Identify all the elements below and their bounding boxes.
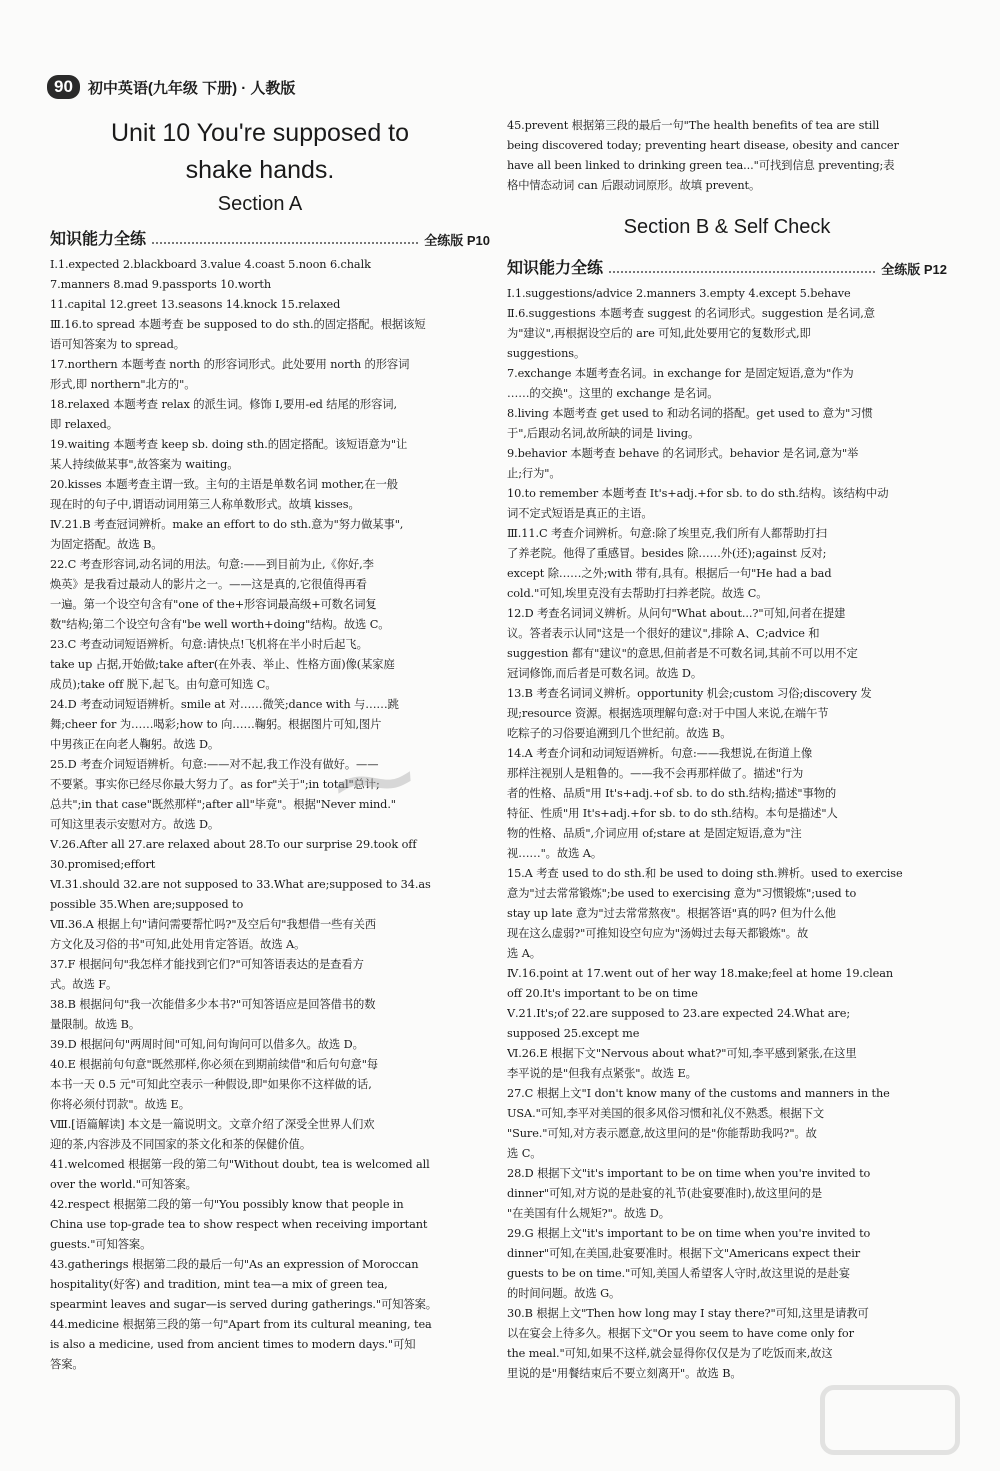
answer-line: 形式,即 northern"北方的"。: [50, 378, 196, 391]
answer-line: 40.E 根据前句句意"既然那样,你必须在到期前续借"和后句句意"每: [50, 1058, 379, 1071]
answer-line: 答案。: [50, 1358, 84, 1371]
heading-label: 知识能力全练: [50, 231, 147, 248]
answer-line: "Sure."可知,对方表示愿意,故这里问的是"你能帮助我吗?"。故: [507, 1127, 817, 1140]
answer-line: 成员);take off 脱下,起飞。由句意可知选 C。: [50, 678, 277, 691]
unit-title-line-1: Unit 10 You're supposed to: [110, 119, 410, 147]
answer-line: being discovered today; preventing heart disease, obesity and cancer: [507, 139, 899, 152]
answer-line: 11.capital 12.greet 13.seasons 14.knock 15.relaxed: [50, 298, 341, 311]
answer-line: 现;resource 资源。根据选项理解句意:对于中国人来说,在端午节: [507, 707, 829, 720]
page-header: [47, 74, 295, 100]
answer-line: 迎的茶,内容涉及不同国家的茶文化和茶的保健价值。: [50, 1138, 312, 1151]
answer-line: "在美国有什么规矩?"。故选 D。: [507, 1207, 670, 1220]
answer-line: 28.D 根据下文"it's important to be on time when you're invited to: [507, 1167, 871, 1180]
answer-line: 23.C 考查动词短语辨析。句意:请快点!飞机将在半小时后起飞。: [50, 638, 368, 651]
heading-page-ref: 全练版 P12: [881, 262, 947, 277]
answer-line: suggestion 都有"建议"的意思,但前者是不可数名词,其前不可以用不定: [507, 647, 858, 660]
answer-line: 以在宴会上待多久。根据下文"Or you seem to have come only for: [507, 1327, 854, 1340]
answer-line: 现在时的句子中,谓语动词用第三人称单数形式。故填 kisses。: [50, 498, 360, 511]
answer-line: China use top-grade tea to show respect when receiving important: [50, 1218, 428, 1231]
answer-line: off 20.It's important to be on time: [507, 987, 698, 1000]
answer-line: 冠词修饰,而后者是可数名词。故选 D。: [507, 667, 703, 680]
answer-line: Ⅵ.26.E 根据下文"Nervous about what?"可知,李平感到紧张,在这里: [507, 1047, 857, 1060]
answer-line: Ⅶ.36.A 根据上句"请问需要帮忙吗?"及空后句"我想借一些有关西: [50, 918, 376, 931]
answer-line: 特征、性质"用 It's+adj.+for sb. to do sth.结构。本句是描述"人: [507, 807, 838, 820]
section-b-heading: [507, 255, 947, 278]
answer-line: 25.D 考查介词短语辨析。句意:——对不起,我工作没有做好。——: [50, 758, 379, 771]
answer-line: 现在这么虚弱?"可推知设空句应为"汤姆过去每天都锻炼"。故: [507, 927, 809, 940]
answer-line: 43.gatherings 根据第二段的最后一句"As an expression of Moroccan: [50, 1258, 419, 1271]
answer-line: 38.B 根据问句"我一次能借多少本书?"可知答语应是回答借书的数: [50, 998, 376, 1011]
answer-line: supposed 25.except me: [507, 1027, 640, 1040]
answer-line: 22.C 考查形容词,动名词的用法。句意:——到目前为止,《你好,李: [50, 558, 374, 571]
answer-line: 可知这里表示安慰对方。故选 D。: [50, 818, 220, 831]
answer-line: dinner"可知,在美国,赴宴要准时。根据下文"Americans expect their: [507, 1247, 861, 1260]
answer-line: 30.B 根据上文"Then how long may I stay there?"可知,这里是请教可: [507, 1307, 869, 1320]
answer-line: USA."可知,李平对美国的很多风俗习惯和礼仪不熟悉。根据下文: [507, 1107, 825, 1120]
answer-line: Ⅱ.6.suggestions 本题考查 suggest 的名词形式。suggestion 是名词,意: [507, 307, 875, 320]
answer-line: 14.A 考查介词和动词短语辨析。句意:——我想说,在街道上像: [507, 747, 813, 760]
section-a-heading: [50, 226, 490, 249]
answer-line: 数"结构;第二个设空句含有"be well worth+doing"结构。故选 C。: [50, 618, 390, 631]
answer-line: except 除……之外;with 带有,具有。根据后一句"He had a bad: [507, 567, 832, 580]
dotted-leader: [152, 242, 418, 244]
answer-line: hospitality(好客) and tradition, mint tea—a mix of green tea,: [50, 1278, 388, 1291]
answer-line: 某人持续做某事",故答案为 waiting。: [50, 458, 239, 471]
answer-line: 你将必须付罚款"。故选 E。: [50, 1098, 190, 1111]
answer-line: 37.F 根据问句"我怎样才能找到它们?"可知答语表达的是查看方: [50, 958, 364, 971]
answer-line: the meal."可知,如果不这样,就会显得你仅仅是为了吃饭而来,故这: [507, 1347, 833, 1360]
answer-line: possible 35.When are;supposed to: [50, 898, 244, 911]
answer-line: 41.welcomed 根据第一段的第二句"Without doubt, tea is welcomed all: [50, 1158, 430, 1171]
answer-line: 为"建议",再根据设空后的 are 可知,此处要用它的复数形式,即: [507, 327, 811, 340]
page-number: 90: [47, 75, 80, 99]
answer-line: 视……"。故选 A。: [507, 847, 603, 860]
answer-line: 30.promised;effort: [50, 858, 156, 871]
answer-line: cold."可知,埃里克没有去帮助打扫养老院。故选 C。: [507, 587, 768, 600]
answer-line: 语可知答案为 to spread。: [50, 338, 185, 351]
right-answer-list: [507, 284, 947, 1384]
answer-line: Ⅰ.1.suggestions/advice 2.manners 3.empty 4.except 5.behave: [507, 287, 851, 300]
answer-line: 24.D 考查动词短语辨析。smile at 对……微笑;dance with 与……跳: [50, 698, 399, 711]
answer-line: 式。故选 F。: [50, 978, 118, 991]
section-a-title: Section A: [217, 193, 303, 215]
answer-line: 45.prevent 根据第三段的最后一句"The health benefits of tea are still: [507, 119, 880, 132]
answer-line: 13.B 考查名词词义辨析。opportunity 机会;custom 习俗;discovery 发: [507, 687, 872, 700]
answer-line: 为固定搭配。故选 B。: [50, 538, 163, 551]
unit-title-line-2: shake hands.: [185, 156, 335, 184]
answer-line: 议。答者表示认同"这是一个很好的建议",排除 A、C;advice 和: [507, 627, 820, 640]
answer-line: 舞;cheer for 为……喝彩;how to 向……鞠躬。根据图片可知,图片: [50, 718, 382, 731]
answer-line: 总共";in that case"既然那样";after all"毕竟"。根据"Never mind.": [50, 798, 396, 811]
heading-label: 知识能力全练: [507, 260, 604, 277]
answer-line: 20.kisses 本题考查主谓一致。主句的主语是单数名词 mother,在一般: [50, 478, 398, 491]
section-b-title: Section B & Self Check: [623, 216, 831, 238]
answer-line: 17.northern 本题考查 north 的形容词形式。此处要用 north 的形容词: [50, 358, 410, 371]
answer-line: 格中情态动词 can 后跟动词原形。故填 prevent。: [507, 179, 761, 192]
watermark-shape: ⁓: [331, 733, 416, 827]
answer-line: 选 C。: [507, 1147, 542, 1160]
right-top-answers: [507, 116, 947, 196]
answer-line: 44.medicine 根据第三段的第一句"Apart from its cultural meaning, tea: [50, 1318, 432, 1331]
answer-line: 的时间问题。故选 G。: [507, 1287, 621, 1300]
dotted-leader: [609, 271, 875, 273]
answer-line: over the world."可知答案。: [50, 1178, 197, 1191]
answer-line: 10.to remember 本题考查 It's+adj.+for sb. to do sth.结构。该结构中动: [507, 487, 889, 500]
answer-line: 焕英》是我看过最动人的影片之一。——这是真的,它很值得再看: [50, 578, 368, 591]
answer-line: spearmint leaves and sugar—is served during gatherings."可知答案。: [50, 1298, 437, 1311]
answer-line: 里说的是"用餐结束后不要立刻离开"。故选 B。: [507, 1367, 742, 1380]
left-answer-list: [50, 255, 490, 1375]
answer-line: 者的性格、品质"用 It's+adj.+of sb. to do sth.结构;描述"事物的: [507, 787, 837, 800]
answer-line: 于",后跟动名词,故所缺的词是 living。: [507, 427, 700, 440]
answer-line: Ⅷ.[语篇解读] 本文是一篇说明文。文章介绍了深受全世界人们欢: [50, 1118, 375, 1131]
answer-line: 选 A。: [507, 947, 541, 960]
watermark-stamp-icon: [820, 1385, 960, 1455]
answer-line: 不要紧。事实你已经尽你最大努力了。as for"关于";in total"总计;: [50, 778, 380, 791]
answer-line: 吃粽子的习俗要追溯到几个世纪前。故选 B。: [507, 727, 732, 740]
answer-line: guests to be on time."可知,美国人希望客人守时,故这里说的是赴宴: [507, 1267, 850, 1280]
answer-line: 物的性格、品质",介词应用 of;stare at 是固定短语,意为"注: [507, 827, 802, 840]
answer-line: 7.exchange 本题考查名词。in exchange for 是固定短语,意为"作为: [507, 367, 854, 380]
answer-line: 19.waiting 本题考查 keep sb. doing sth.的固定搭配。该短语意为"让: [50, 438, 408, 451]
answer-line: guests."可知答案。: [50, 1238, 152, 1251]
answer-line: 一遍。第一个设空句含有"one of the+形容词最高级+可数名词复: [50, 598, 377, 611]
answer-line: 42.respect 根据第二段的第一句"You possibly know that people in: [50, 1198, 404, 1211]
answer-line: 15.A 考查 used to do sth.和 be used to doing sth.辨析。used to exercise: [507, 867, 903, 880]
answer-line: 意为"过去常常锻炼";be used to exercising 意为"习惯锻炼";used to: [507, 887, 857, 900]
answer-line: stay up late 意为"过去常常熬夜"。根据答语"真的吗? 但为什么他: [507, 907, 836, 920]
answer-line: dinner"可知,对方说的是赴宴的礼节(赴宴要准时),故这里问的是: [507, 1187, 823, 1200]
answer-line: 9.behavior 本题考查 behave 的名词形式。behavior 是名词,意为"举: [507, 447, 859, 460]
answer-line: 27.C 根据上文"I don't know many of the customs and manners in the: [507, 1087, 890, 1100]
answer-line: ……的交换"。这里的 exchange 是名词。: [507, 387, 719, 400]
answer-line: 39.D 根据问句"两周时间"可知,问句询问可以借多久。故选 D。: [50, 1038, 364, 1051]
answer-line: 12.D 考查名词词义辨析。从问句"What about...?"可知,问者在提建: [507, 607, 846, 620]
answer-line: 止;行为"。: [507, 467, 561, 480]
answer-line: take up 占据,开始做;take after(在外表、举止、性格方面)像(某家庭: [50, 658, 395, 671]
answer-line: Ⅰ.1.expected 2.blackboard 3.value 4.coast 5.noon 6.chalk: [50, 258, 371, 271]
answer-line: Ⅵ.31.should 32.are not supposed to 33.What are;supposed to 34.as: [50, 878, 431, 891]
answer-line: 词不定式短语是真正的主语。: [507, 507, 653, 520]
answer-line: 7.manners 8.mad 9.passports 10.worth: [50, 278, 272, 291]
answer-line: 即 relaxed。: [50, 418, 118, 431]
answer-line: Ⅳ.21.B 考查冠词辨析。make an effort to do sth.意为"努力做某事",: [50, 518, 404, 531]
heading-page-ref: 全练版 P10: [424, 233, 490, 248]
unit-title: [50, 115, 470, 219]
answer-line: Ⅴ.21.It's;of 22.are supposed to 23.are expected 24.What are;: [507, 1007, 851, 1020]
answer-line: 那样注视别人是粗鲁的。——我不会再那样做了。描述"行为: [507, 767, 804, 780]
answer-line: 了养老院。他得了重感冒。besides 除……外(还);against 反对;: [507, 547, 827, 560]
answer-line: 29.G 根据上文"it's important to be on time when you're invited to: [507, 1227, 871, 1240]
answer-line: 本书一天 0.5 元"可知此空表示一种假设,即"如果你不这样做的话,: [50, 1078, 372, 1091]
answer-line: 18.relaxed 本题考查 relax 的派生词。修饰 I,要用-ed 结尾的形容词,: [50, 398, 397, 411]
answer-line: Ⅲ.11.C 考查介词辨析。句意:除了埃里克,我们所有人都帮助打扫: [507, 527, 827, 540]
answer-line: Ⅲ.16.to spread 本题考查 be supposed to do sth.的固定搭配。根据该短: [50, 318, 426, 331]
answer-line: is also a medicine, used from ancient times to modern days."可知: [50, 1338, 416, 1351]
answer-line: Ⅳ.16.point at 17.went out of her way 18.make;feel at home 19.clean: [507, 967, 894, 980]
answer-line: have all been linked to drinking green tea..."可找到信息 preventing;表: [507, 159, 895, 172]
answer-line: 李平说的是"但我有点紧张"。故选 E。: [507, 1067, 697, 1080]
book-title: 初中英语(九年级 下册) · 人教版: [87, 79, 296, 97]
answer-line: suggestions。: [507, 347, 586, 360]
answer-line: Ⅴ.26.After all 27.are relaxed about 28.To our surprise 29.took off: [50, 838, 417, 851]
answer-line: 8.living 本题考查 get used to 和动名词的搭配。get used to 意为"习惯: [507, 407, 873, 420]
answer-line: 中男孩正在向老人鞠躬。故选 D。: [50, 738, 220, 751]
answer-line: 量限制。故选 B。: [50, 1018, 141, 1031]
answer-line: 方文化及习俗的书"可知,此处用肯定答语。故选 A。: [50, 938, 306, 951]
